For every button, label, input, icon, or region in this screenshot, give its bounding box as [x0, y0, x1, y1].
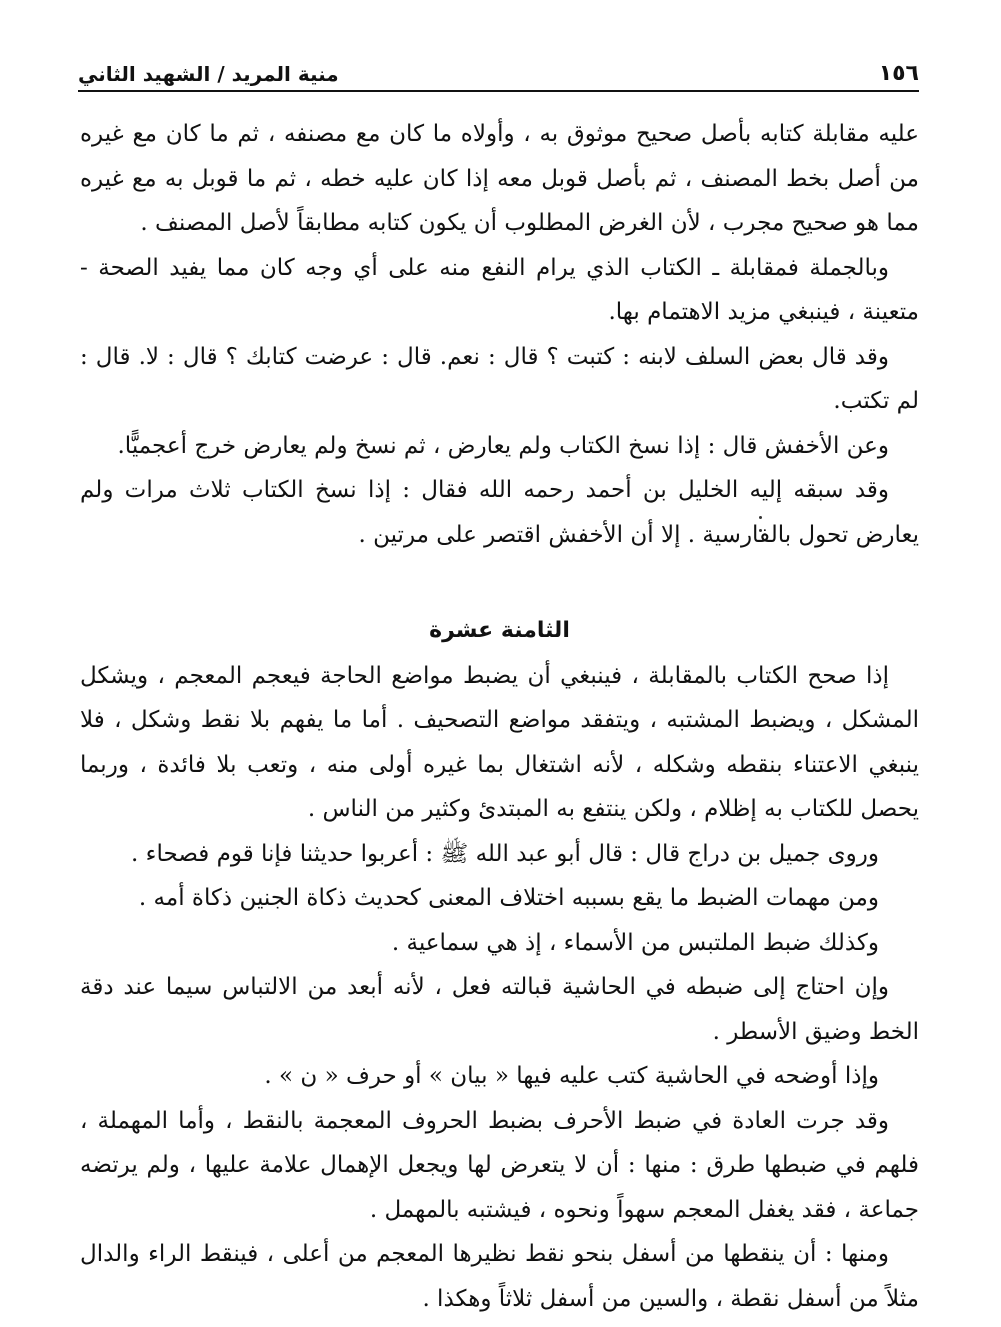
paragraph: إذا صحح الكتاب بالمقابلة ، فينبغي أن يضبط مواضع الحاجة فيعجم المعجم ، ويشكل المشكل ، ويضبط المشتبه ، ويتفقد مواضع التصحيف . أما ما يفهم بلا نقط وشكل ، فلا ينبغي الاعتناء بنقطه وشكله ، لأنه اشتغال بما غيره أولى منه ، وتعب بلا فائدة ، وربما يحصل للكتاب به إظلام ، ولكن ينتفع به المبتدئ وكثير من الناس . [80, 662, 919, 822]
paragraph: عليه مقابلة كتابه بأصل صحيح موثوق به ، وأولاه ما كان مع مصنفه ، ثم ما كان مع غيره من أصل بخط المصنف ، ثم بأصل قوبل معه إذا كان عليه خطه ، ثم ما قوبل به مع غيره مما هو صحيح مجرب ، لأن الغرض المطلوب أن يكون كتابه مطابقاً لأصل المصنف . [80, 121, 919, 236]
paragraph: وبالجملة فمقابلة ـ الكتاب الذي يرام النفع منه على أي وجه كان مما يفيد الصحة - متعينة ، فينبغي مزيد الاهتمام بها. [80, 254, 919, 325]
page-number: ١٥٦ [878, 61, 919, 86]
running-header [78, 52, 919, 92]
paragraph: ومنها : أن ينقطها من أسفل بنحو نقط نظيرها المعجم من أعلى ، فينقط الراء والدال مثلاً من أسفل نقطة ، والسين من أسفل ثلاثاً وهكذا . [80, 1241, 919, 1312]
paragraph: وإذا أوضحه في الحاشية كتب عليه فيها « بيان » أو حرف « ن » . [264, 1063, 879, 1089]
paragraph: وقد قال بعض السلف لابنه : كتبت ؟ قال : نعم. قال : عرضت كتابك ؟ قال : لا. قال : لم تكتب. [80, 343, 919, 414]
paragraph: وكذلك ضبط الملتبس من الأسماء ، إذ هي سماعية . [391, 929, 879, 956]
paragraph: وعن الأخفش قال : إذا نسخ الكتاب ولم يعارض ، ثم نسخ ولم يعارض خرج أعجميًّا. [117, 432, 889, 459]
section-heading: الثامنة عشرة [429, 618, 570, 643]
main-text [80, 112, 919, 1321]
paragraph: وروى جميل بن دراج قال : قال أبو عبد الله ﷺ : أعربوا حديثنا فإنا قوم فصحاء . [131, 840, 879, 867]
book-title: منية المريد / الشهيد الثاني [78, 62, 339, 86]
paragraph: ومن مهمات الضبط ما يقع بسببه اختلاف المعنى كحديث ذكاة الجنين ذكاة أمه . [138, 885, 879, 911]
paragraph: وقد سبقه إليه الخليل بن أحمد رحمه الله فقال : إذا نسخ الكتاب ثلاث مرات ولم يعارض تحول بالفارسية . إلا أن الأخفش اقتصر على مرتين . [80, 477, 919, 548]
paragraph: وإن احتاج إلى ضبطه في الحاشية قبالته فعل ، لأنه أبعد من الالتباس سيما عند دقة الخط وضيق الأسطر . [80, 974, 919, 1045]
paragraph: وقد جرت العادة في ضبط الأحرف بضبط الحروف المعجمة بالنقط ، وأما المهملة ، فلهم في ضبطها طرق : منها : أن لا يتعرض لها ويجعل الإهمال علامة عليها ، ولم يرتضه جماعة ، فقد يغفل المعجم سهواً ونحوه ، فيشتبه بالمهمل . [80, 1107, 919, 1223]
